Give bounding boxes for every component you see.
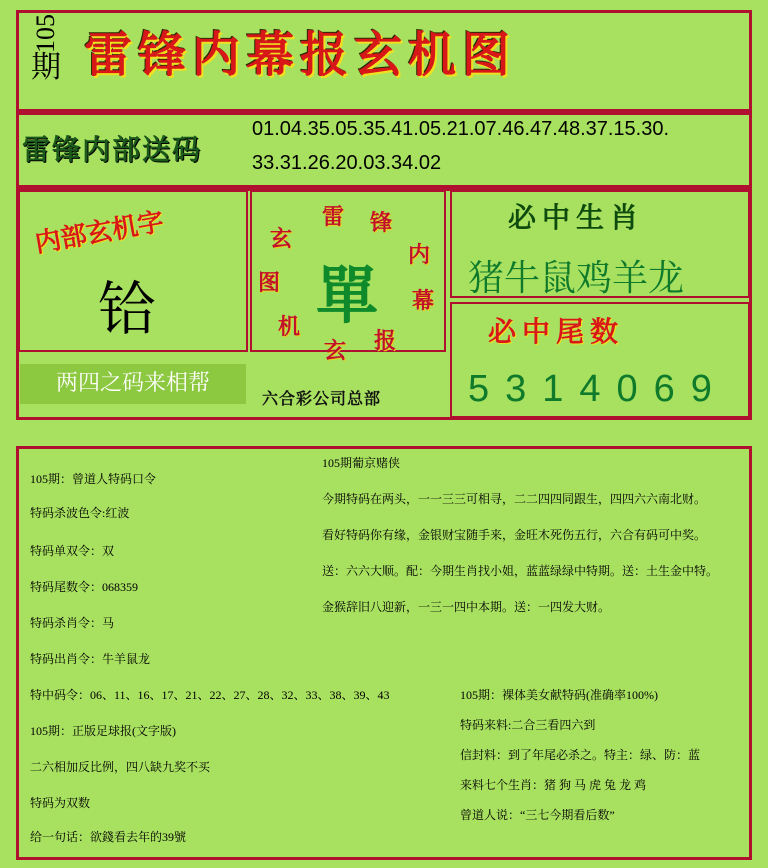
right-bottom-line-4: 来料七个生肖：猪 狗 马 虎 兔 龙 鸡 xyxy=(460,778,647,792)
ring-char-8: 图 xyxy=(258,270,281,296)
left-panel-character: 铪 xyxy=(98,275,157,343)
left-line-2: 特码杀波色令:红波 xyxy=(30,506,130,520)
zodiac-list: 猪牛鼠鸡羊龙 xyxy=(468,258,685,299)
left-line-5: 特码杀肖令：马 xyxy=(30,616,115,630)
page-title: 雷锋内幕报玄机图 xyxy=(84,27,517,83)
ring-char-6: 玄 xyxy=(324,338,347,364)
right-bottom-line-2: 特码来料:二合三看四六到 xyxy=(460,718,596,732)
center-panel-character: 單 xyxy=(316,259,379,332)
ring-char-7: 机 xyxy=(278,314,301,340)
ring-char-3: 内 xyxy=(408,242,431,268)
codes-line1: 01.04.35.05.35.41.05.21.07.46.47.48.37.15.30. xyxy=(252,118,670,140)
right-bottom-line-3: 信封料：到了年尾必杀之。特主：绿、防：蓝 xyxy=(460,748,701,762)
issue-label xyxy=(24,14,68,83)
left-line-6: 特码出肖令：牛羊鼠龙 xyxy=(30,652,151,666)
right-top-line-5: 金猴辞旧八迎新，一三一四中本期。送：一四发大财。 xyxy=(322,600,611,614)
ring-char-9: 玄 xyxy=(270,226,293,252)
issue-number: 105 xyxy=(31,14,60,53)
ring-char-2: 锋 xyxy=(370,210,393,236)
ring-char-5: 报 xyxy=(374,328,397,354)
issue-suffix: 期 xyxy=(31,51,61,84)
left-line-9: 二六相加反比例，四八缺九奖不买 xyxy=(30,760,211,774)
left-panel-label: 内部玄机字 xyxy=(32,206,167,260)
left-line-8: 105期：正版足球报(文字版) xyxy=(30,724,176,738)
right-top-line-2: 今期特码在两头，一一三三可相寻，二二四四同跟生，四四六六南北财。 xyxy=(322,492,707,506)
left-line-10: 特码为双数 xyxy=(30,796,91,810)
codes-label: 雷锋内部送码 xyxy=(22,133,203,166)
zodiac-label: 必中生肖 xyxy=(508,201,645,234)
left-line-3: 特码单双令：双 xyxy=(30,544,115,558)
tail-label: 必中尾数 xyxy=(488,315,625,348)
center-panel-footer: 六合彩公司总部 xyxy=(262,389,382,408)
right-bottom-line-1: 105期：裸体美女献特码(准确率100%) xyxy=(460,688,658,702)
right-top-line-1: 105期葡京赌侠 xyxy=(322,456,401,470)
left-line-4: 特码尾数令：068359 xyxy=(30,580,139,594)
ring-char-4: 幕 xyxy=(412,288,435,314)
right-top-line-4: 送：六六大顺。配：今期生肖找小姐，蓝蓝绿绿中特期。送：土生金中特。 xyxy=(322,564,719,578)
right-bottom-line-5: 曾道人说：“三七今期看后数” xyxy=(460,808,615,822)
left-line-7: 特中码令：06、11、16、17、21、22、27、28、32、33、38、39、43 xyxy=(30,688,390,702)
left-panel-caption: 两四之码来相帮 xyxy=(20,364,246,404)
right-top-line-3: 看好特码你有缘，金银财宝随手来，金旺木死伤五行，六合有码可中奖。 xyxy=(322,528,707,542)
left-line-11: 给一句话：欲錢看去年的39號 xyxy=(30,830,187,844)
tail-numbers: 5314069 xyxy=(468,368,728,410)
left-line-1: 105期：曾道人特码口令 xyxy=(30,472,157,486)
ring-char-1: 雷 xyxy=(322,204,345,230)
codes-line2: 33.31.26.20.03.34.02 xyxy=(252,152,442,174)
